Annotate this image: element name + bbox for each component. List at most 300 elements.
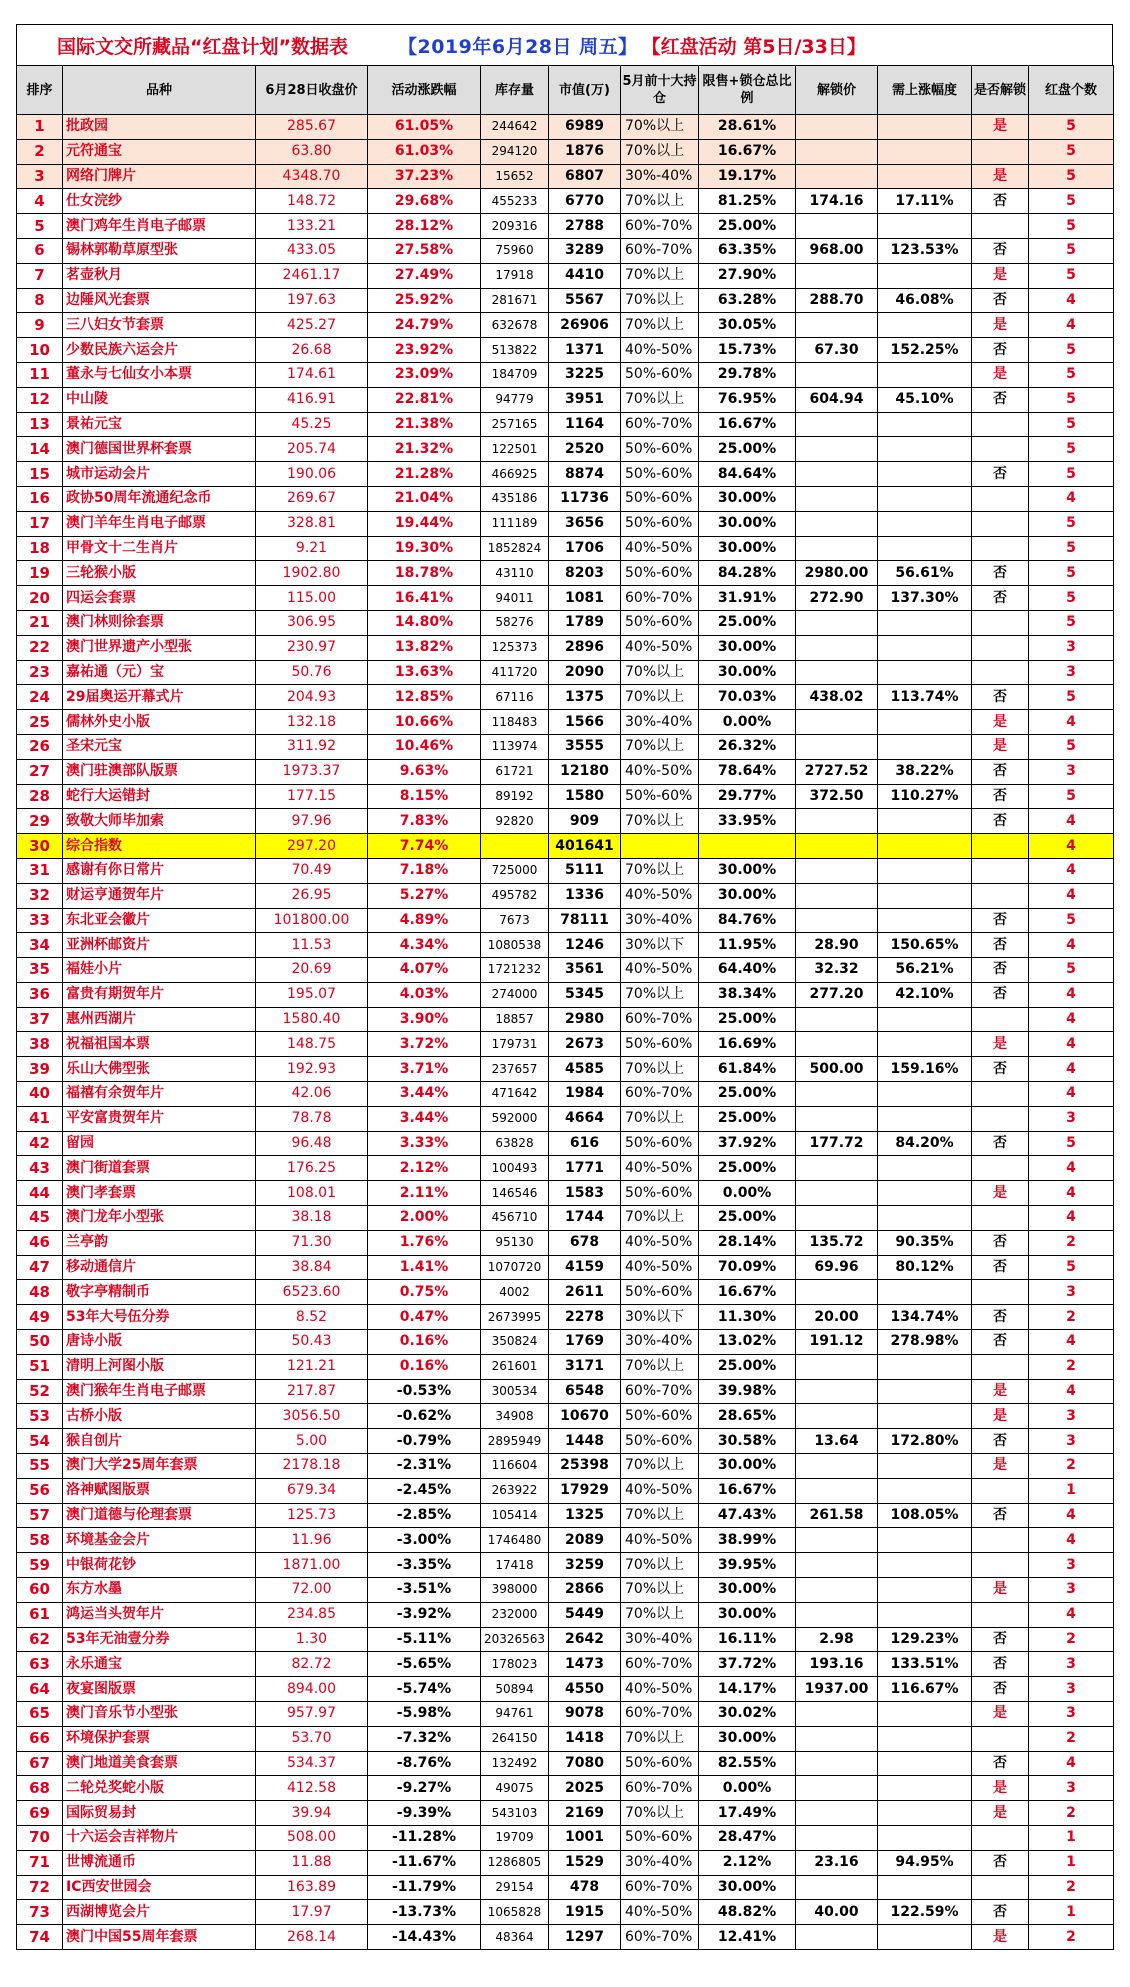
table-row [17, 115, 1114, 140]
table-row [17, 734, 1114, 759]
red-count-cell: 5 [1029, 561, 1114, 586]
needed-rise-cell: 152.25% [878, 338, 972, 363]
needed-rise-cell [878, 1702, 972, 1727]
locked-ratio-cell: 81.25% [699, 189, 796, 214]
market-value-cell: 1771 [549, 1156, 621, 1181]
unlock-price-cell [796, 313, 878, 338]
stock-cell: 244642 [481, 115, 549, 140]
rank-cell: 67 [17, 1751, 63, 1776]
stock-cell: 48364 [481, 1925, 549, 1950]
holding-cell: 30%以下 [621, 933, 699, 958]
table-row [17, 1627, 1114, 1652]
needed-rise-cell [878, 1726, 972, 1751]
red-count-cell: 1 [1029, 1850, 1114, 1875]
table-row [17, 1652, 1114, 1677]
change-cell: -2.45% [368, 1478, 481, 1503]
market-value-cell: 1375 [549, 685, 621, 710]
rank-cell: 66 [17, 1726, 63, 1751]
stock-cell: 67116 [481, 685, 549, 710]
red-count-cell: 4 [1029, 1206, 1114, 1231]
table-row [17, 139, 1114, 164]
locked-ratio-cell: 16.67% [699, 1280, 796, 1305]
rank-cell: 70 [17, 1825, 63, 1850]
unlock-price-cell: 69.96 [796, 1255, 878, 1280]
close-price-cell: 20.69 [256, 958, 368, 983]
table-row [17, 834, 1114, 859]
close-price-cell: 1580.40 [256, 1007, 368, 1032]
needed-rise-cell [878, 1404, 972, 1429]
locked-ratio-cell: 14.17% [699, 1677, 796, 1702]
red-count-cell: 4 [1029, 1082, 1114, 1107]
market-value-cell: 909 [549, 809, 621, 834]
needed-rise-cell [878, 834, 972, 859]
close-price-cell: 63.80 [256, 139, 368, 164]
change-cell: 37.23% [368, 164, 481, 189]
holding-cell: 70%以上 [621, 1503, 699, 1528]
col-header-change: 活动涨跌幅 [368, 66, 481, 115]
table-row [17, 387, 1114, 412]
table-row [17, 1553, 1114, 1578]
red-count-cell: 5 [1029, 214, 1114, 239]
change-cell: 13.82% [368, 635, 481, 660]
unlocked-cell: 否 [972, 685, 1029, 710]
locked-ratio-cell: 37.92% [699, 1131, 796, 1156]
col-header-market-value: 市值(万) [549, 66, 621, 115]
locked-ratio-cell: 29.77% [699, 784, 796, 809]
needed-rise-cell [878, 1751, 972, 1776]
rank-cell: 59 [17, 1553, 63, 1578]
needed-rise-cell [878, 660, 972, 685]
needed-rise-cell [878, 1007, 972, 1032]
rank-cell: 50 [17, 1330, 63, 1355]
close-price-cell: 78.78 [256, 1106, 368, 1131]
rank-cell: 16 [17, 486, 63, 511]
rank-cell: 73 [17, 1900, 63, 1925]
unlock-price-cell: 277.20 [796, 982, 878, 1007]
table-row [17, 660, 1114, 685]
change-cell: 21.32% [368, 437, 481, 462]
unlock-price-cell [796, 1032, 878, 1057]
market-value-cell: 2611 [549, 1280, 621, 1305]
stock-cell: 1721232 [481, 958, 549, 983]
holding-cell: 70%以上 [621, 1057, 699, 1082]
sheet-date: 【2019年6月28日 周五】 [397, 35, 638, 58]
holding-cell: 70%以上 [621, 387, 699, 412]
name-cell: 澳门世界遗产小型张 [63, 635, 256, 660]
name-cell: 边陲风光套票 [63, 288, 256, 313]
locked-ratio-cell: 28.61% [699, 115, 796, 140]
stock-cell: 2673995 [481, 1305, 549, 1330]
name-cell: 澳门鸡年生肖电子邮票 [63, 214, 256, 239]
table-body [17, 115, 1114, 1950]
unlock-price-cell [796, 1702, 878, 1727]
market-value-cell: 1769 [549, 1330, 621, 1355]
market-value-cell: 3656 [549, 511, 621, 536]
change-cell: 8.15% [368, 784, 481, 809]
close-price-cell: 108.01 [256, 1181, 368, 1206]
rank-cell: 22 [17, 635, 63, 660]
name-cell: 唐诗小版 [63, 1330, 256, 1355]
stock-cell: 294120 [481, 139, 549, 164]
holding-cell: 40%-50% [621, 1900, 699, 1925]
unlocked-cell: 是 [972, 1454, 1029, 1479]
close-price-cell: 197.63 [256, 288, 368, 313]
rank-cell: 63 [17, 1652, 63, 1677]
market-value-cell: 1744 [549, 1206, 621, 1231]
close-price-cell: 39.94 [256, 1801, 368, 1826]
red-count-cell: 2 [1029, 1801, 1114, 1826]
close-price-cell: 190.06 [256, 462, 368, 487]
stock-cell: 34908 [481, 1404, 549, 1429]
stock-cell: 398000 [481, 1578, 549, 1603]
holding-cell: 70%以上 [621, 1454, 699, 1479]
table-row [17, 1082, 1114, 1107]
change-cell: 3.71% [368, 1057, 481, 1082]
table-row [17, 263, 1114, 288]
close-price-cell: 3056.50 [256, 1404, 368, 1429]
rank-cell: 47 [17, 1255, 63, 1280]
close-price-cell: 306.95 [256, 610, 368, 635]
close-price-cell: 50.43 [256, 1330, 368, 1355]
table-row [17, 1280, 1114, 1305]
name-cell: 少数民族六运会片 [63, 338, 256, 363]
name-cell: 二轮兑奖蛇小版 [63, 1776, 256, 1801]
unlocked-cell [972, 1354, 1029, 1379]
holding-cell: 40%-50% [621, 883, 699, 908]
unlock-price-cell [796, 1578, 878, 1603]
unlocked-cell [972, 834, 1029, 859]
col-header-close: 6月28日收盘价 [256, 66, 368, 115]
rank-cell: 42 [17, 1131, 63, 1156]
needed-rise-cell [878, 1032, 972, 1057]
rank-cell: 39 [17, 1057, 63, 1082]
market-value-cell: 2520 [549, 437, 621, 462]
red-count-cell: 5 [1029, 1255, 1114, 1280]
holding-cell: 70%以上 [621, 1602, 699, 1627]
unlock-price-cell [796, 660, 878, 685]
change-cell: 19.44% [368, 511, 481, 536]
name-cell: 环境基金会片 [63, 1528, 256, 1553]
name-cell: 移动通信片 [63, 1255, 256, 1280]
rank-cell: 8 [17, 288, 63, 313]
name-cell: 亚洲杯邮资片 [63, 933, 256, 958]
rank-cell: 52 [17, 1379, 63, 1404]
needed-rise-cell [878, 214, 972, 239]
holding-cell: 30%-40% [621, 1850, 699, 1875]
locked-ratio-cell: 25.00% [699, 1156, 796, 1181]
rank-cell: 44 [17, 1181, 63, 1206]
rank-cell: 35 [17, 958, 63, 983]
holding-cell: 70%以上 [621, 115, 699, 140]
name-cell: 茗壶秋月 [63, 263, 256, 288]
locked-ratio-cell: 84.76% [699, 908, 796, 933]
name-cell: 澳门音乐节小型张 [63, 1702, 256, 1727]
locked-ratio-cell [699, 834, 796, 859]
unlocked-cell: 是 [972, 313, 1029, 338]
red-count-cell: 2 [1029, 1925, 1114, 1950]
rank-cell: 40 [17, 1082, 63, 1107]
market-value-cell: 3561 [549, 958, 621, 983]
holding-cell: 70%以上 [621, 1801, 699, 1826]
market-value-cell: 1529 [549, 1850, 621, 1875]
change-cell: -9.27% [368, 1776, 481, 1801]
close-price-cell: 38.18 [256, 1206, 368, 1231]
name-cell: 董永与七仙女小本票 [63, 362, 256, 387]
close-price-cell: 192.93 [256, 1057, 368, 1082]
stock-cell: 543103 [481, 1801, 549, 1826]
locked-ratio-cell: 28.47% [699, 1825, 796, 1850]
holding-cell: 70%以上 [621, 1106, 699, 1131]
change-cell: 22.81% [368, 387, 481, 412]
market-value-cell: 2788 [549, 214, 621, 239]
locked-ratio-cell: 30.00% [699, 635, 796, 660]
col-header-stock: 库存量 [481, 66, 549, 115]
market-value-cell: 3951 [549, 387, 621, 412]
table-row [17, 338, 1114, 363]
needed-rise-cell [878, 437, 972, 462]
close-price-cell: 205.74 [256, 437, 368, 462]
change-cell: -5.74% [368, 1677, 481, 1702]
locked-ratio-cell: 0.00% [699, 1776, 796, 1801]
close-price-cell: 328.81 [256, 511, 368, 536]
needed-rise-cell: 38.22% [878, 759, 972, 784]
name-cell: 澳门驻澳部队版票 [63, 759, 256, 784]
name-cell: 圣宋元宝 [63, 734, 256, 759]
change-cell: 14.80% [368, 610, 481, 635]
red-count-cell: 5 [1029, 164, 1114, 189]
unlocked-cell: 否 [972, 1677, 1029, 1702]
rank-cell: 26 [17, 734, 63, 759]
close-price-cell: 11.96 [256, 1528, 368, 1553]
name-cell: 世博流通币 [63, 1850, 256, 1875]
red-count-cell: 4 [1029, 1032, 1114, 1057]
market-value-cell: 2169 [549, 1801, 621, 1826]
change-cell: -3.51% [368, 1578, 481, 1603]
needed-rise-cell [878, 164, 972, 189]
unlocked-cell [972, 139, 1029, 164]
market-value-cell: 1371 [549, 338, 621, 363]
market-value-cell: 7080 [549, 1751, 621, 1776]
stock-cell: 209316 [481, 214, 549, 239]
unlocked-cell: 否 [972, 561, 1029, 586]
unlock-price-cell: 13.64 [796, 1429, 878, 1454]
rank-cell: 53 [17, 1404, 63, 1429]
sheet-title-bar [16, 24, 1113, 65]
unlocked-cell [972, 1825, 1029, 1850]
rank-cell: 49 [17, 1305, 63, 1330]
rank-cell: 60 [17, 1578, 63, 1603]
name-cell: 兰亭韵 [63, 1230, 256, 1255]
change-cell: -2.85% [368, 1503, 481, 1528]
table-row [17, 164, 1114, 189]
change-cell: -11.67% [368, 1850, 481, 1875]
close-price-cell: 311.92 [256, 734, 368, 759]
market-value-cell: 401641 [549, 834, 621, 859]
unlock-price-cell [796, 139, 878, 164]
close-price-cell: 121.21 [256, 1354, 368, 1379]
unlocked-cell [972, 1007, 1029, 1032]
table-row [17, 933, 1114, 958]
stock-cell: 2895949 [481, 1429, 549, 1454]
unlock-price-cell: 28.90 [796, 933, 878, 958]
close-price-cell: 1871.00 [256, 1553, 368, 1578]
name-cell: 感谢有你日常片 [63, 858, 256, 883]
unlock-price-cell: 177.72 [796, 1131, 878, 1156]
unlocked-cell: 否 [972, 462, 1029, 487]
rank-cell: 6 [17, 238, 63, 263]
unlock-price-cell: 968.00 [796, 238, 878, 263]
rank-cell: 68 [17, 1776, 63, 1801]
table-row [17, 1181, 1114, 1206]
needed-rise-cell [878, 1875, 972, 1900]
stock-cell: 89192 [481, 784, 549, 809]
table-row [17, 462, 1114, 487]
unlocked-cell [972, 1280, 1029, 1305]
unlocked-cell [972, 1528, 1029, 1553]
table-row [17, 1007, 1114, 1032]
red-count-cell: 4 [1029, 1379, 1114, 1404]
table-row [17, 511, 1114, 536]
unlocked-cell: 否 [972, 1627, 1029, 1652]
stock-cell: 495782 [481, 883, 549, 908]
rank-cell: 41 [17, 1106, 63, 1131]
unlocked-cell: 否 [972, 1900, 1029, 1925]
name-cell: 十六运会吉祥物片 [63, 1825, 256, 1850]
red-count-cell: 5 [1029, 536, 1114, 561]
change-cell: 7.83% [368, 809, 481, 834]
holding-cell: 60%-70% [621, 412, 699, 437]
unlock-price-cell: 2980.00 [796, 561, 878, 586]
change-cell: -5.11% [368, 1627, 481, 1652]
unlocked-cell [972, 1082, 1029, 1107]
stock-cell: 113974 [481, 734, 549, 759]
needed-rise-cell [878, 1354, 972, 1379]
stock-cell: 125373 [481, 635, 549, 660]
red-count-cell: 4 [1029, 486, 1114, 511]
unlock-price-cell [796, 834, 878, 859]
needed-rise-cell: 159.16% [878, 1057, 972, 1082]
stock-cell: 94761 [481, 1702, 549, 1727]
locked-ratio-cell: 11.30% [699, 1305, 796, 1330]
market-value-cell: 2896 [549, 635, 621, 660]
rank-cell: 36 [17, 982, 63, 1007]
rank-cell: 3 [17, 164, 63, 189]
holding-cell: 70%以上 [621, 1726, 699, 1751]
table-row [17, 1454, 1114, 1479]
unlock-price-cell [796, 610, 878, 635]
red-count-cell: 3 [1029, 635, 1114, 660]
unlocked-cell [972, 1602, 1029, 1627]
locked-ratio-cell: 39.95% [699, 1553, 796, 1578]
market-value-cell: 3555 [549, 734, 621, 759]
name-cell: 三轮猴小版 [63, 561, 256, 586]
unlocked-cell: 否 [972, 338, 1029, 363]
close-price-cell: 148.72 [256, 189, 368, 214]
locked-ratio-cell: 76.95% [699, 387, 796, 412]
table-row [17, 1106, 1114, 1131]
unlocked-cell: 否 [972, 1503, 1029, 1528]
change-cell: 28.12% [368, 214, 481, 239]
locked-ratio-cell: 30.00% [699, 1578, 796, 1603]
table-row [17, 1379, 1114, 1404]
market-value-cell: 3225 [549, 362, 621, 387]
unlock-price-cell [796, 710, 878, 735]
locked-ratio-cell: 30.05% [699, 313, 796, 338]
market-value-cell: 1984 [549, 1082, 621, 1107]
locked-ratio-cell: 78.64% [699, 759, 796, 784]
red-count-cell: 3 [1029, 1280, 1114, 1305]
rank-cell: 46 [17, 1230, 63, 1255]
market-value-cell: 4585 [549, 1057, 621, 1082]
name-cell: 元符通宝 [63, 139, 256, 164]
name-cell: 景祐元宝 [63, 412, 256, 437]
stock-cell: 264150 [481, 1726, 549, 1751]
name-cell: 中银荷花钞 [63, 1553, 256, 1578]
rank-cell: 72 [17, 1875, 63, 1900]
needed-rise-cell: 116.67% [878, 1677, 972, 1702]
stock-cell: 261601 [481, 1354, 549, 1379]
market-value-cell: 1876 [549, 139, 621, 164]
holding-cell: 30%以下 [621, 1305, 699, 1330]
stock-cell: 466925 [481, 462, 549, 487]
change-cell: -3.92% [368, 1602, 481, 1627]
locked-ratio-cell: 28.65% [699, 1404, 796, 1429]
red-count-cell: 5 [1029, 387, 1114, 412]
unlocked-cell: 是 [972, 1925, 1029, 1950]
holding-cell: 50%-60% [621, 462, 699, 487]
unlock-price-cell [796, 486, 878, 511]
needed-rise-cell [878, 1776, 972, 1801]
name-cell: 东北亚会徽片 [63, 908, 256, 933]
stock-cell: 435186 [481, 486, 549, 511]
locked-ratio-cell: 48.82% [699, 1900, 796, 1925]
red-count-cell: 5 [1029, 263, 1114, 288]
change-cell: 1.76% [368, 1230, 481, 1255]
rank-cell: 9 [17, 313, 63, 338]
stock-cell: 29154 [481, 1875, 549, 1900]
unlocked-cell [972, 1106, 1029, 1131]
table-row [17, 1404, 1114, 1429]
close-price-cell: 5.00 [256, 1429, 368, 1454]
needed-rise-cell: 134.74% [878, 1305, 972, 1330]
unlock-price-cell [796, 858, 878, 883]
unlocked-cell [972, 1553, 1029, 1578]
rank-cell: 37 [17, 1007, 63, 1032]
red-count-cell: 4 [1029, 1330, 1114, 1355]
close-price-cell: 425.27 [256, 313, 368, 338]
holding-cell: 40%-50% [621, 1255, 699, 1280]
unlock-price-cell [796, 1156, 878, 1181]
needed-rise-cell [878, 263, 972, 288]
close-price-cell: 1973.37 [256, 759, 368, 784]
unlocked-cell: 否 [972, 1230, 1029, 1255]
unlock-price-cell [796, 1280, 878, 1305]
close-price-cell: 97.96 [256, 809, 368, 834]
holding-cell: 60%-70% [621, 238, 699, 263]
name-cell: 网络门牌片 [63, 164, 256, 189]
stock-cell: 632678 [481, 313, 549, 338]
close-price-cell: 174.61 [256, 362, 368, 387]
name-cell: 西湖博览会片 [63, 1900, 256, 1925]
name-cell: 财运亨通贺年片 [63, 883, 256, 908]
unlock-price-cell: 20.00 [796, 1305, 878, 1330]
close-price-cell: 1902.80 [256, 561, 368, 586]
locked-ratio-cell: 19.17% [699, 164, 796, 189]
change-cell: 27.49% [368, 263, 481, 288]
stock-cell: 43110 [481, 561, 549, 586]
red-count-cell: 4 [1029, 288, 1114, 313]
rank-cell: 71 [17, 1850, 63, 1875]
